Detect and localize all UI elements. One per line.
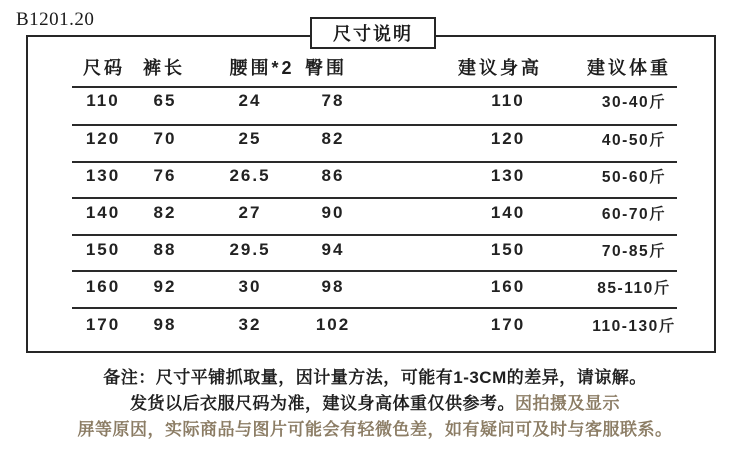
- table-cell: 92: [153, 277, 177, 296]
- table-cell: 82: [153, 202, 177, 222]
- table-cell: 170: [85, 314, 121, 334]
- column-header: 裤长: [143, 58, 185, 78]
- table-cell: 88: [153, 239, 177, 259]
- column-header: 腰围*2: [229, 58, 295, 78]
- table-cell: 27: [238, 202, 262, 222]
- table-cell: 32: [238, 314, 262, 334]
- size-table-border: [26, 35, 716, 353]
- table-cell: 82: [321, 128, 345, 148]
- row-separator: [72, 161, 677, 163]
- table-cell: 102: [315, 314, 351, 334]
- table-cell: 110: [86, 91, 120, 110]
- size-title-box: [310, 17, 436, 49]
- table-cell: 24: [238, 91, 262, 110]
- table-cell: 29.5: [229, 239, 271, 259]
- note-line-3: 屏等原因，实际商品与图片可能会有轻微色差，如有疑问可及时与客服联系。: [77, 420, 673, 439]
- table-cell: 78: [321, 91, 345, 110]
- table-cell: 150: [490, 239, 526, 259]
- table-cell: 26.5: [229, 165, 271, 185]
- note-line-1: 备注：尺寸平铺抓取量，因计量方法，可能有1-3CM的差异，请谅解。: [103, 368, 647, 387]
- table-cell: 30: [238, 277, 262, 296]
- table-cell: 65: [153, 91, 177, 110]
- table-cell: 140: [85, 202, 121, 222]
- note-line-2-black: 发货以后衣服尺码为准，建议身高体重仅供参考。: [130, 394, 515, 413]
- table-cell: 110-130斤: [592, 317, 676, 335]
- table-cell: 86: [321, 165, 345, 185]
- table-cell: 130: [85, 165, 121, 185]
- table-cell: 50-60斤: [601, 168, 667, 186]
- size-title: 尺寸说明: [333, 24, 413, 44]
- table-cell: 120: [490, 128, 526, 148]
- table-cell: 140: [490, 202, 526, 222]
- table-cell: 90: [321, 202, 345, 222]
- row-separator: [72, 307, 677, 309]
- table-cell: 25: [238, 128, 262, 148]
- table-cell: 76: [153, 165, 177, 185]
- column-header: 尺码: [83, 58, 125, 78]
- table-cell: 70-85斤: [601, 242, 667, 260]
- table-cell: 94: [321, 239, 345, 259]
- table-cell: 150: [85, 239, 121, 259]
- row-separator: [72, 270, 677, 272]
- table-cell: 85-110斤: [597, 280, 671, 297]
- notes-block: [0, 365, 750, 443]
- column-header: 建议体重: [587, 58, 671, 78]
- product-code: B1201.20: [16, 9, 95, 30]
- table-cell: 120: [85, 128, 121, 148]
- row-separator: [72, 197, 677, 199]
- row-separator: [72, 234, 677, 236]
- table-cell: 110: [491, 91, 525, 110]
- table-cell: 60-70斤: [601, 205, 667, 223]
- table-cell: 160: [490, 277, 526, 296]
- table-cell: 98: [321, 277, 345, 296]
- table-cell: 70: [153, 128, 177, 148]
- table-cell: 98: [153, 314, 177, 334]
- table-cell: 40-50斤: [601, 131, 667, 149]
- row-separator: [72, 124, 677, 126]
- column-header: 建议身高: [458, 58, 542, 78]
- table-cell: 130: [490, 165, 526, 185]
- table-cell: 160: [85, 277, 121, 296]
- column-header: 臀围: [305, 58, 347, 78]
- table-cell: 170: [490, 314, 526, 334]
- note-line-2: [0, 391, 750, 417]
- note-line-2-brown: 因拍摄及显示: [515, 394, 620, 413]
- row-separator: [72, 86, 677, 88]
- table-cell: 30-40斤: [601, 94, 667, 111]
